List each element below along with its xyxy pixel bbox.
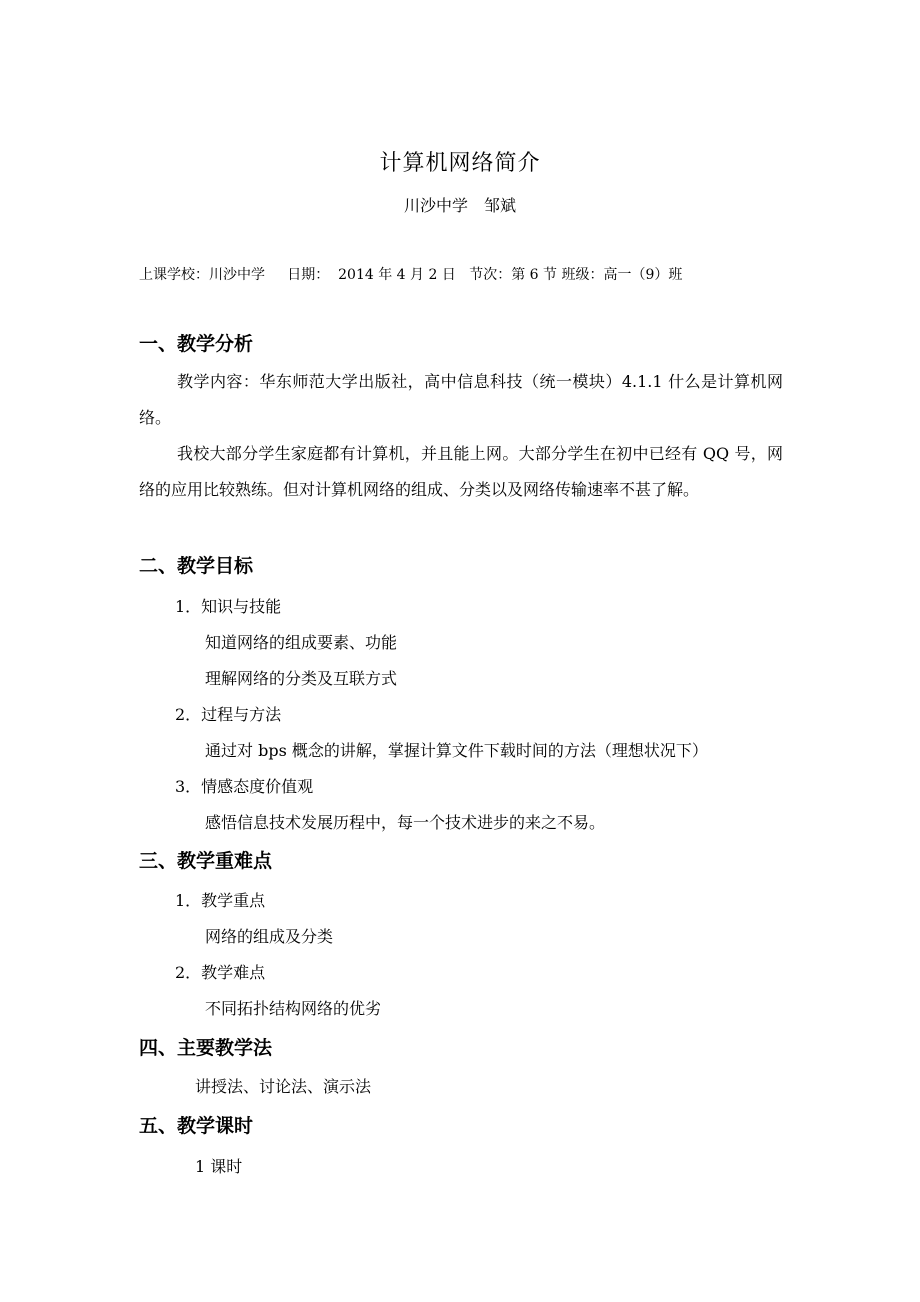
section-heading-goals: 二、教学目标 xyxy=(139,555,254,577)
section-heading-periods: 五、教学课时 xyxy=(139,1115,254,1137)
paragraph-content: 教学内容：华东师范大学出版社，高中信息科技（统一模块）4.1.1 什么是计算机网络。 xyxy=(139,372,783,427)
paragraph-students: 我校大部分学生家庭都有计算机，并且能上网。大部分学生在初中已经有 QQ 号，网络的应用比较熟练。但对计算机网络的组成、分类以及网络传输速率不甚了解。 xyxy=(139,444,783,499)
list-item: 感悟信息技术发展历程中，每一个技术进步的来之不易。 xyxy=(205,813,606,832)
section-heading-key-points: 三、教学重难点 xyxy=(139,850,273,872)
list-item: 1 课时 xyxy=(195,1157,243,1176)
goal-attitude-values: 3．情感态度价值观 xyxy=(175,777,314,796)
list-item: 知道网络的组成要素、功能 xyxy=(205,633,398,652)
list-item: 讲授法、讨论法、演示法 xyxy=(195,1077,372,1096)
list-item: 网络的组成及分类 xyxy=(205,927,334,946)
goal-knowledge-skills: 1．知识与技能 xyxy=(175,597,282,616)
section-heading-analysis: 一、教学分析 xyxy=(139,333,254,355)
list-item: 理解网络的分类及互联方式 xyxy=(205,669,398,688)
document-title: 计算机网络简介 xyxy=(379,151,541,176)
difficult-point-label: 2．教学难点 xyxy=(175,963,266,982)
list-item: 通过对 bps 概念的讲解，掌握计算文件下载时间的方法（理想状况下） xyxy=(205,741,708,760)
class-info-line: 上课学校：川沙中学 日期： 2014 年 4 月 2 日 节次：第 6 节 班级：高一（9）班 xyxy=(139,267,683,283)
section-heading-methods: 四、主要教学法 xyxy=(139,1037,273,1059)
author-line: 川沙中学 邹斌 xyxy=(403,196,516,215)
key-point-label: 1．教学重点 xyxy=(175,891,266,910)
list-item: 不同拓扑结构网络的优劣 xyxy=(205,999,382,1018)
goal-process-method: 2．过程与方法 xyxy=(175,705,282,724)
